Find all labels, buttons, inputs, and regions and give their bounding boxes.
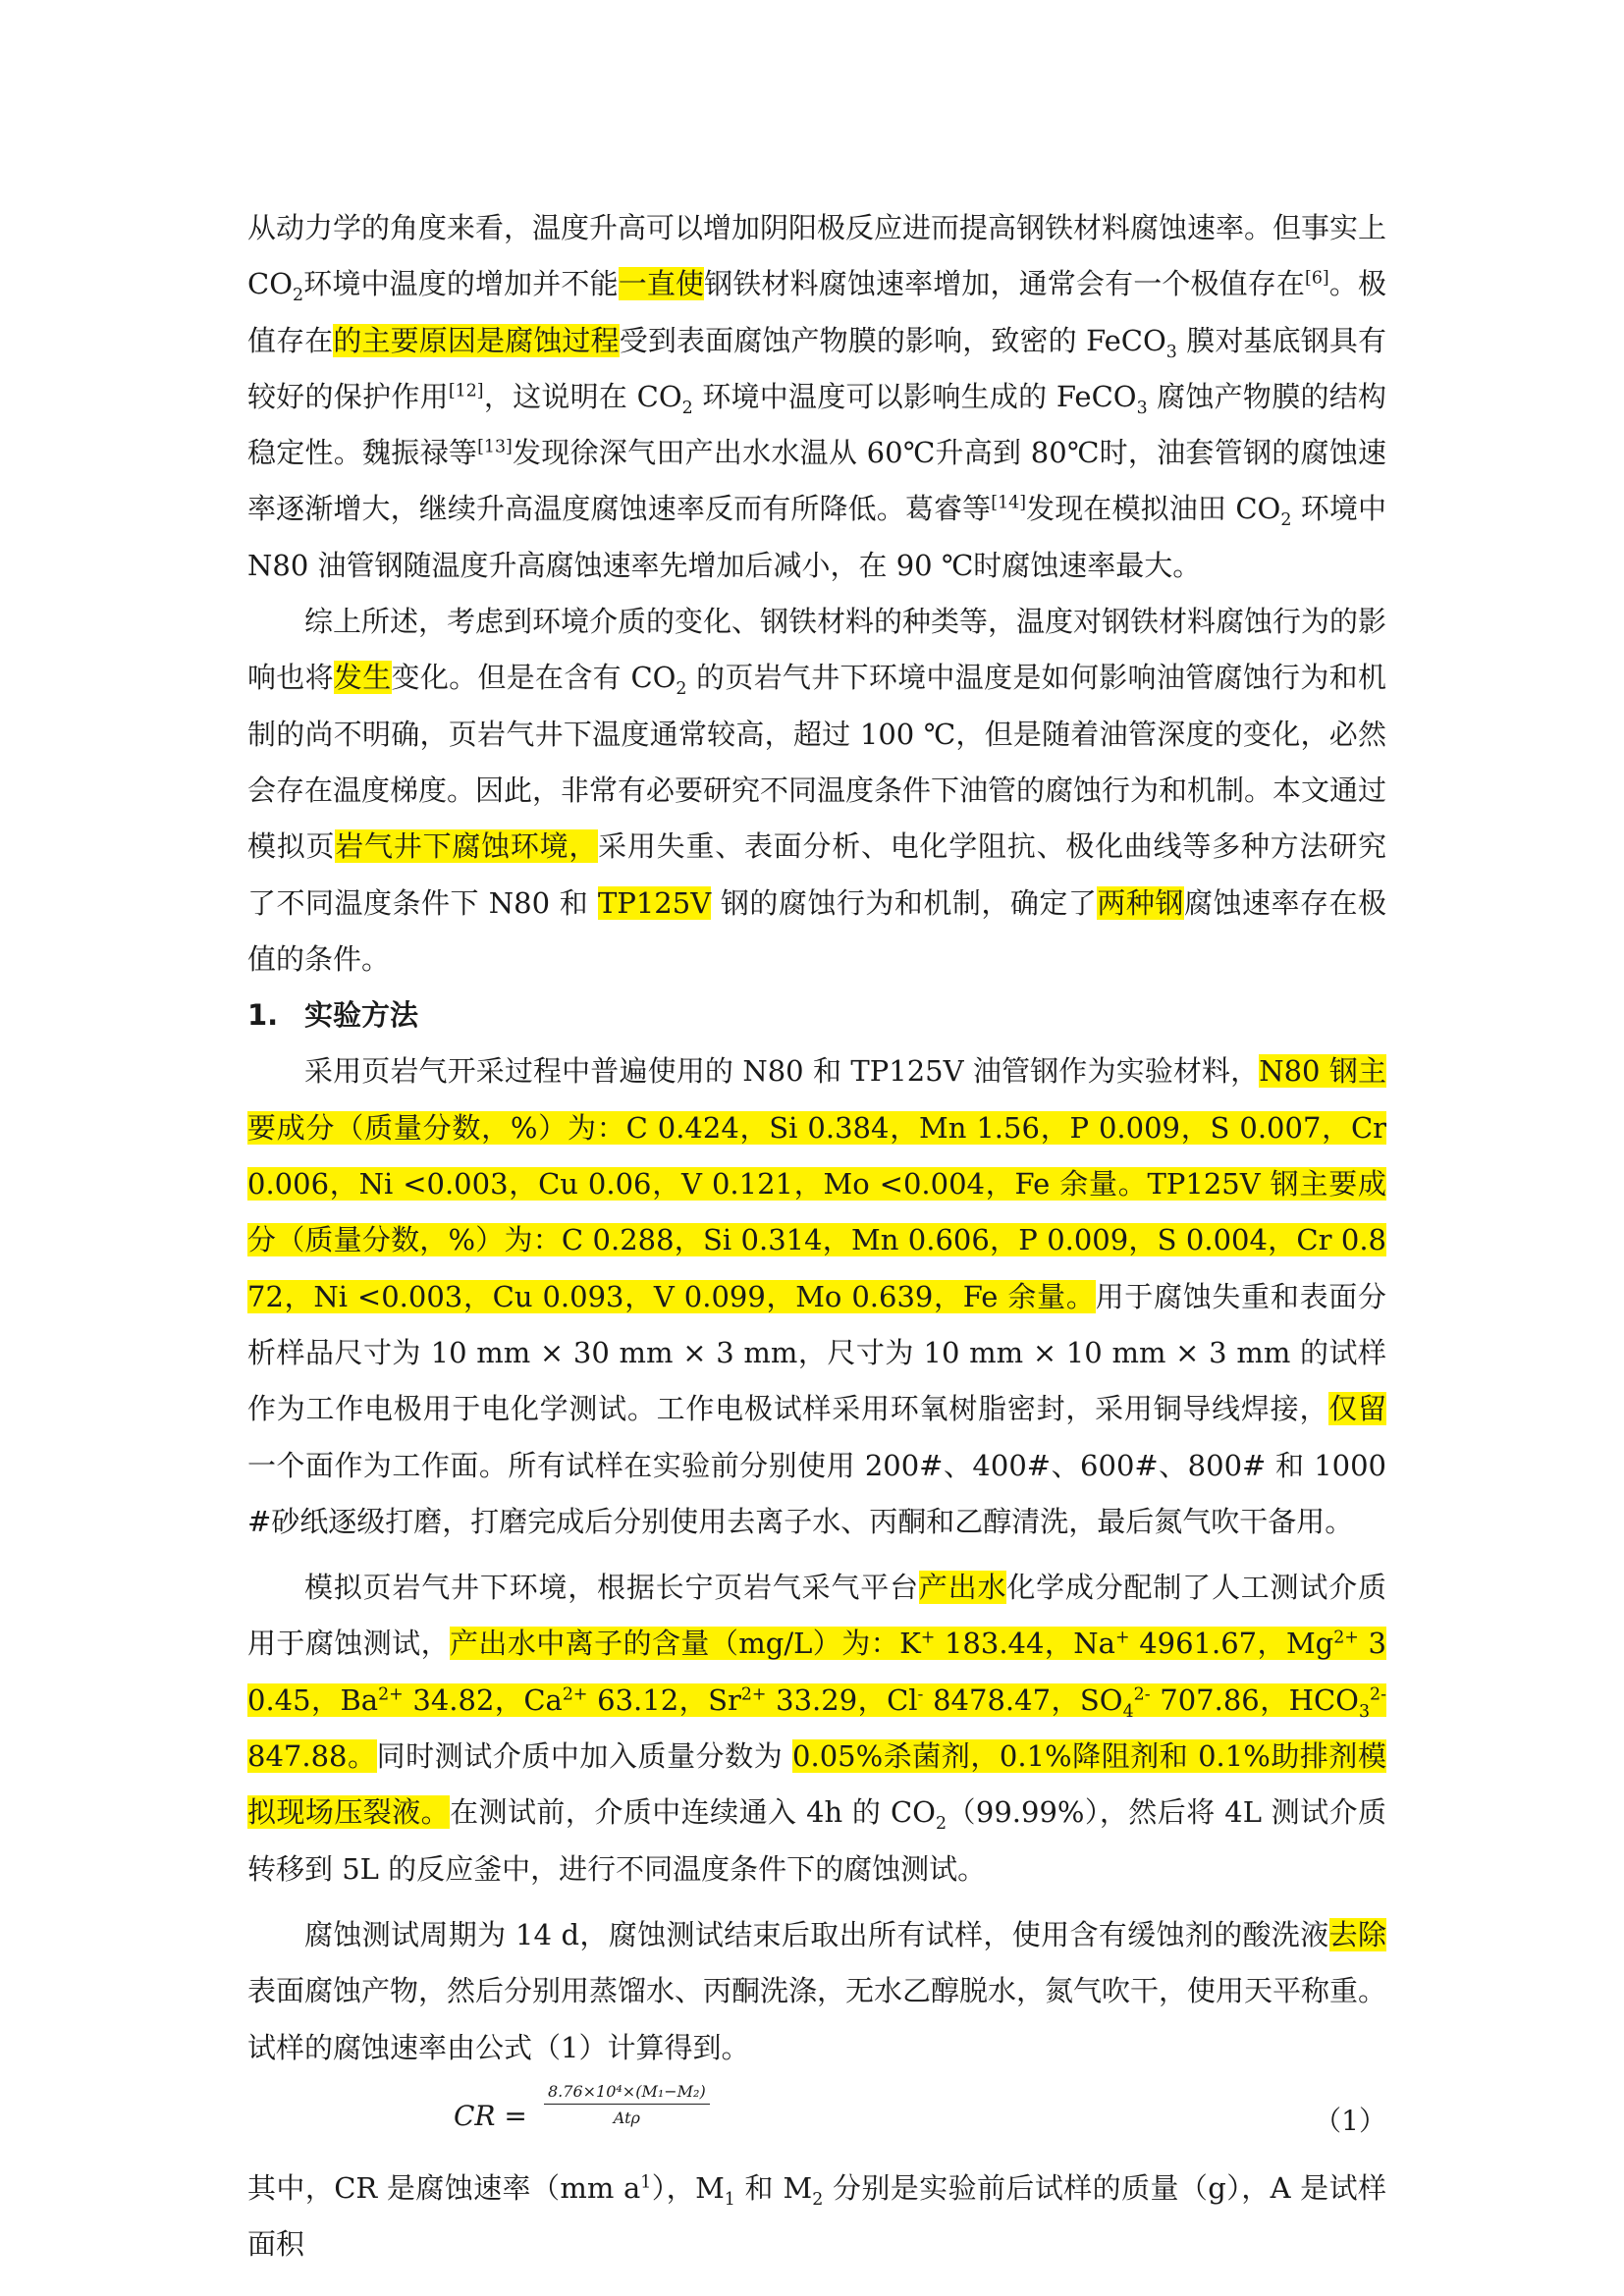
highlight: 发生 [333,661,392,695]
section-heading [247,988,1386,1043]
section-number: 1. [247,998,279,1033]
citation: [12] [448,381,484,401]
paragraph-1: 从动力学的角度来看，温度升高可以增加阴阳极反应进而提高钢铁材料腐蚀速率。但事实上$CO_2$环境中温度的增加并不能一直使钢铁材料腐蚀速率增加，通常会有一个极值存在[6]。极值存在的主要原因是腐蚀过程受到表面腐蚀产物膜的影响，致密的 FeCO$_3$ 膜对基底钢具有较好的保护作用[12]，这说明在 $CO_2$ 环境中温度可以影响生成的 FeCO$_3$ 腐蚀产物膜的结构稳定性。魏振禄等[13]发现徐深气田产出水水温从 60℃升高到 80℃时，油套管钢的腐蚀速率逐渐增大，继续升高温度腐蚀速率反而有所降低。葛睿等[14]发现在模拟油田 $CO_2$ 环境中 N80 油管钢随温度升高腐蚀速率先增加后减小，在 90 ℃时腐蚀速率最大。 [247,211,1387,582]
equation-numerator: 8.76×10⁴×(M₁−M₂) [544,2082,710,2105]
paragraph-3: 采用页岩气开采过程中普遍使用的 N80 和 TP125V 油管钢作为实验材料，N80 钢主要成分（质量分数，%）为：C 0.424，Si 0.384，Mn 1.56，P 0.009，S 0.007，Cr 0.006，Ni <0.003，Cu 0.06，V 0.121，Mo <0.004，Fe 余量。TP125V 钢主要成分（质量分数，%）为：C 0.288，Si 0.314，Mn 0.606，P 0.009，S 0.004，Cr 0.872，Ni <0.003，Cu 0.093，V 0.099，Mo 0.639，Fe 余量。用于腐蚀失重和表面分析样品尺寸为 10 mm × 30 mm × 3 mm，尺寸为 10 mm × 10 mm × 3 mm 的试样作为工作电极用于电化学测试。工作电极试样采用环氧树脂密封，采用铜导线焊接，仅留一个面作为工作面。所有试样在实验前分别使用 200#、400#、600#、800# 和 1000#砂纸逐级打磨，打磨完成后分别使用去离子水、丙酮和乙醇清洗，最后氮气吹干备用。 [247,1054,1386,1538]
highlight: 0.05%杀菌剂，0.1%降阻剂和 0.1%助排剂模拟现场压裂液。 [247,1739,1386,1830]
paragraph-5: 腐蚀测试周期为 14 d，腐蚀测试结束后取出所有试样，使用含有缓蚀剂的酸洗液去除表面腐蚀产物，然后分别用蒸馏水、丙酮洗涤，无水乙醇脱水，氮气吹干，使用天平称重。试样的腐蚀速率由公式（1）计算得到。 [247,1917,1387,2064]
citation: [13] [477,437,513,457]
equation-lhs: CR = [454,2099,527,2132]
paragraph-2: 综上所述，考虑到环境介质的变化、钢铁材料的种类等，温度对钢铁材料腐蚀行为的影响也将发生变化。但是在含有 $CO_2$ 的页岩气井下环境中温度是如何影响油管腐蚀行为和机制的尚不明确，页岩气井下温度通常较高，超过 100 ℃，但是随着油管深度的变化，必然会存在温度梯度。因此，非常有必要研究不同温度条件下油管的腐蚀行为和机制。本文通过模拟页岩气井下腐蚀环境，采用失重、表面分析、电化学阻抗、极化曲线等多种方法研究了不同温度条件下 N80 和 TP125V 钢的腐蚀行为和机制，确定了两种钢腐蚀速率存在极值的条件。 [247,605,1387,976]
highlight-ion-content: 产出水中离子的含量（mg/L）为：K+ 183.44，Na+ 4961.67，$Mg^{2+}$ 30.45，$Ba^{2+}$ 34.82，$Ca^{2+}$ 63.12，$Sr^{2+}$ 33.29，Cl- 8478.47，$SO_4^{2-}$ 707.86，$HCO_3^{2-}847.88$。 [247,1627,1386,1774]
equation-fraction [544,2082,710,2127]
equation-denominator: Atρ [613,2108,640,2127]
equation-1 [247,2076,1386,2161]
equation-number: （1） [1314,2104,1386,2137]
highlight: 仅留 [1328,1392,1386,1426]
highlight: N80 钢主要成分（质量分数，%）为：C 0.424，Si 0.384，Mn 1.56，P 0.009，S 0.007，Cr 0.006，Ni <0.003，Cu 0.06，V 0.121，Mo <0.004，Fe 余量。TP125V 钢主要成分（质量分数，%）为：C 0.288，Si 0.314，Mn 0.606，P 0.009，S 0.004，Cr 0.872，Ni <0.003，Cu 0.093，V 0.099，Mo 0.639，Fe 余量。 [247,1054,1386,1313]
highlight: 去除 [1328,1917,1386,1951]
highlight: TP125V [597,885,712,920]
citation: [14] [991,493,1026,513]
paragraph-4: 模拟页岩气井下环境，根据长宁页岩气采气平台产出水化学成分配制了人工测试介质用于腐蚀测试，产出水中离子的含量（mg/L）为：K+ 183.44，Na+ 4961.67，$Mg^{2+}$ 30.45，$Ba^{2+}$ 34.82，$Ca^{2+}$ 63.12，$Sr^{2+}$ 33.29，Cl- 8478.47，$SO_4^{2-}$ 707.86，$HCO_3^{2-}847.88$。同时测试介质中加入质量分数为 0.05%杀菌剂，0.1%降阻剂和 0.1%助排剂模拟现场压裂液。在测试前，介质中连续通入 4h 的 $CO_2(99.99\%)$，然后将 4L 测试介质转移到 5L 的反应釜中，进行不同温度条件下的腐蚀测试。 [247,1571,1386,1886]
page-content [247,200,1386,2272]
highlight: 的主要原因是腐蚀过程 [333,323,620,357]
highlight: 产出水 [918,1571,1007,1605]
highlight: 岩气井下腐蚀环境， [335,829,599,864]
paragraph-6: 其中，CR 是腐蚀速率（mm $a^1$），$M_1$ 和 $M_2$ 分别是实验前后试样的质量（g），A 是试样面积 [247,2170,1386,2262]
highlight: 一直使 [618,267,705,301]
highlight: 两种钢 [1097,885,1184,920]
section-title: 实验方法 [304,998,419,1033]
citation: [6] [1305,268,1329,289]
